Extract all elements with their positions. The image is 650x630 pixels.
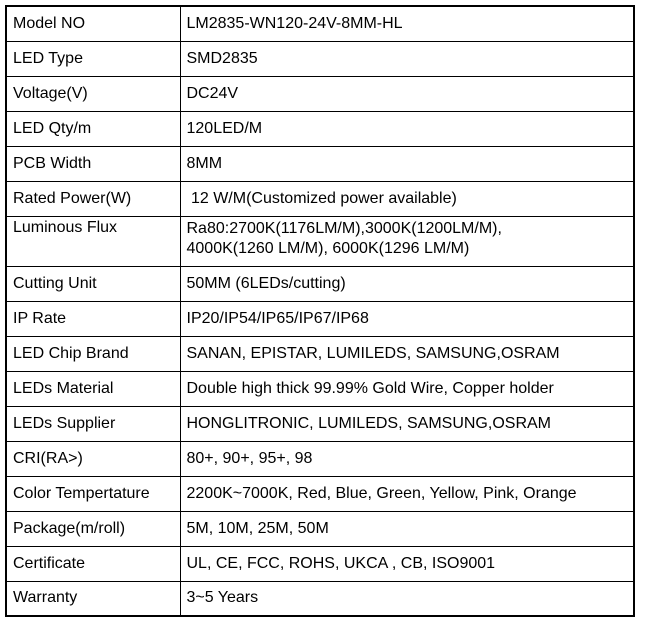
row-value: DC24V: [180, 76, 634, 111]
row-value-line: 4000K(1260 LM/M), 6000K(1296 LM/M): [186, 239, 470, 257]
row-label: Certificate: [6, 546, 180, 581]
table-row: [6, 301, 634, 336]
row-label: Package(m/roll): [6, 511, 180, 546]
table-row: [6, 406, 634, 441]
row-value-line: Ra80:2700K(1176LM/M),3000K(1200LM/M),: [186, 219, 502, 237]
row-label: LED Type: [6, 41, 180, 76]
row-label: PCB Width: [6, 146, 180, 181]
table-row: [6, 581, 634, 616]
row-value: Double high thick 99.99% Gold Wire, Copper holder: [180, 371, 634, 406]
row-label: CRI(RA>): [6, 441, 180, 476]
row-value: 3~5 Years: [180, 581, 634, 616]
row-value: 5M, 10M, 25M, 50M: [180, 511, 634, 546]
table-row: [6, 41, 634, 76]
row-value: 120LED/M: [180, 111, 634, 146]
row-value: UL, CE, FCC, ROHS, UKCA , CB, ISO9001: [180, 546, 634, 581]
table-row: [6, 216, 634, 266]
row-label: Voltage(V): [6, 76, 180, 111]
table-row: [6, 336, 634, 371]
row-value: 12 W/M(Customized power available): [180, 181, 634, 216]
row-label: Luminous Flux: [6, 216, 180, 266]
table-row: [6, 371, 634, 406]
row-value: HONGLITRONIC, LUMILEDS, SAMSUNG,OSRAM: [180, 406, 634, 441]
row-label: LED Chip Brand: [6, 336, 180, 371]
table-row: [6, 476, 634, 511]
row-value: SMD2835: [180, 41, 634, 76]
table-row: [6, 266, 634, 301]
row-value: [180, 216, 634, 266]
row-label: IP Rate: [6, 301, 180, 336]
row-label: Cutting Unit: [6, 266, 180, 301]
table-row: [6, 441, 634, 476]
row-value: 8MM: [180, 146, 634, 181]
table-row: [6, 76, 634, 111]
row-value: 50MM (6LEDs/cutting): [180, 266, 634, 301]
row-value: 2200K~7000K, Red, Blue, Green, Yellow, Pink, Orange: [180, 476, 634, 511]
table-row: [6, 6, 634, 41]
row-value: SANAN, EPISTAR, LUMILEDS, SAMSUNG,OSRAM: [180, 336, 634, 371]
row-label: Model NO: [6, 6, 180, 41]
row-label: LED Qty/m: [6, 111, 180, 146]
table-row: [6, 181, 634, 216]
row-value: IP20/IP54/IP65/IP67/IP68: [180, 301, 634, 336]
table-row: [6, 111, 634, 146]
table-row: [6, 546, 634, 581]
row-value: LM2835-WN120-24V-8MM-HL: [180, 6, 634, 41]
row-label: LEDs Supplier: [6, 406, 180, 441]
row-value: 80+, 90+, 95+, 98: [180, 441, 634, 476]
table-row: [6, 511, 634, 546]
row-label: Warranty: [6, 581, 180, 616]
row-label: LEDs Material: [6, 371, 180, 406]
row-label: Color Tempertature: [6, 476, 180, 511]
spec-table: [5, 5, 635, 617]
row-label: Rated Power(W): [6, 181, 180, 216]
table-row: [6, 146, 634, 181]
